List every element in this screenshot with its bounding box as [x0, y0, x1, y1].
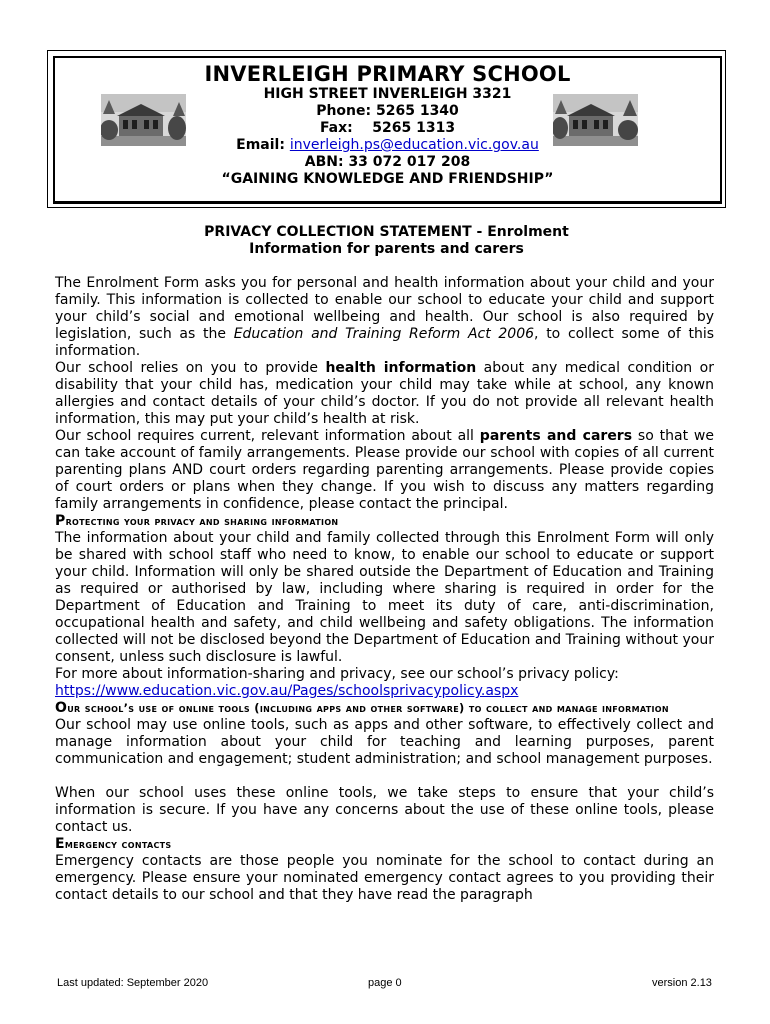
privacy-policy-link[interactable]: https://www.education.vic.gov.au/Pages/schoolsprivacypolicy.aspx [55, 683, 519, 699]
school-motto: “GAINING KNOWLEDGE AND FRIENDSHIP” [221, 171, 554, 187]
statement-subtitle: Information for parents and carers [249, 241, 524, 257]
paragraph-emergency: Emergency contacts are those people you nominate for the school to contact during an emergency. Please ensure your nominated emergency contact agrees to you providing their contact details to our school and that they have read the paragraph [55, 853, 714, 903]
school-fax: Fax: 5265 1313 [319, 120, 456, 136]
school-email-link[interactable]: inverleigh.ps@education.vic.gov.au [289, 137, 539, 153]
letterhead [47, 50, 726, 208]
school-abn: ABN: 33 072 017 208 [304, 154, 471, 170]
paragraph-purpose: The Enrolment Form asks you for personal and health information about your child and your family. This information is collected to enable our school to educate your child and support your child’s social and emotional wellbeing and health. Our school is also required by legislation, such as the Education and Training Reform Act 2006, to collect some of this information. [55, 275, 715, 359]
section-heading-online-tools: Our school’s use of online tools (including apps and other software) to collect and manage information [55, 700, 669, 716]
footer-last-updated: Last updated: September 2020 [57, 977, 209, 989]
paragraph-parents-carers: Our school requires current, relevant information about all parents and carers so that we can take account of family arrangements. Please provide our school with copies of all current parenting plans AND court orders regarding parenting arrangements. Please provide copies of court orders or plans when they change. If you wish to discuss any matters regarding family arrangements in confidence, please contact the principal. [55, 428, 714, 512]
health-information-emphasis: health information [325, 360, 477, 376]
school-address: HIGH STREET INVERLEIGH 3321 [263, 86, 512, 102]
email-label: Email: [236, 137, 290, 153]
section-heading-privacy: Protecting your privacy and sharing information [55, 513, 339, 529]
paragraph-gap [55, 768, 714, 785]
school-phone: Phone: 5265 1340 [316, 103, 459, 119]
school-name: INVERLEIGH PRIMARY SCHOOL [204, 62, 571, 86]
statement-body [55, 275, 714, 904]
letterhead-frame [53, 56, 722, 204]
legislation-name: Education and Training Reform Act 2006 [233, 326, 535, 342]
parents-carers-emphasis: parents and carers [479, 428, 633, 444]
paragraph-sharing: The information about your child and family collected through this Enrolment Form will only be shared with school staff who need to know, to enable our school to educate or support your child. Information will only be shared outside the Department of Education and Training as required or authorised by law, including where sharing is required in order for the Department of Education and Training to meet its duty of care, anti-discrimination, occupational health and safety, and child wellbeing and safety obligations. The information collected will not be disclosed beyond the Department of Education and Training without your consent, unless such disclosure is lawful. [55, 530, 714, 665]
section-heading-emergency: Emergency contacts [55, 836, 172, 852]
paragraph-online-tools: Our school may use online tools, such as apps and other software, to effectively collect and manage information about your child for teaching and learning purposes, parent communication and engagement; student administration; and school management purposes. [55, 717, 714, 767]
statement-title: PRIVACY COLLECTION STATEMENT - Enrolment [204, 224, 569, 240]
school-email-line [55, 137, 720, 154]
paragraph-online-security: When our school uses these online tools, we take steps to ensure that your child’s information is secure. If you have any concerns about the use of these online tools, please contact us. [55, 785, 714, 835]
paragraph-privacy-policy: For more about information-sharing and privacy, see our school’s privacy policy: [55, 666, 619, 682]
footer-version: version 2.13 [652, 977, 712, 989]
footer-page-number: page 0 [368, 977, 402, 989]
paragraph-health-info: Our school relies on you to provide health information about any medical condition or disability that your child has, medication your child may take while at school, any known allergies and contact details of your child’s doctor. If you do not provide all relevant health information, this may put your child’s health at risk. [55, 360, 714, 427]
